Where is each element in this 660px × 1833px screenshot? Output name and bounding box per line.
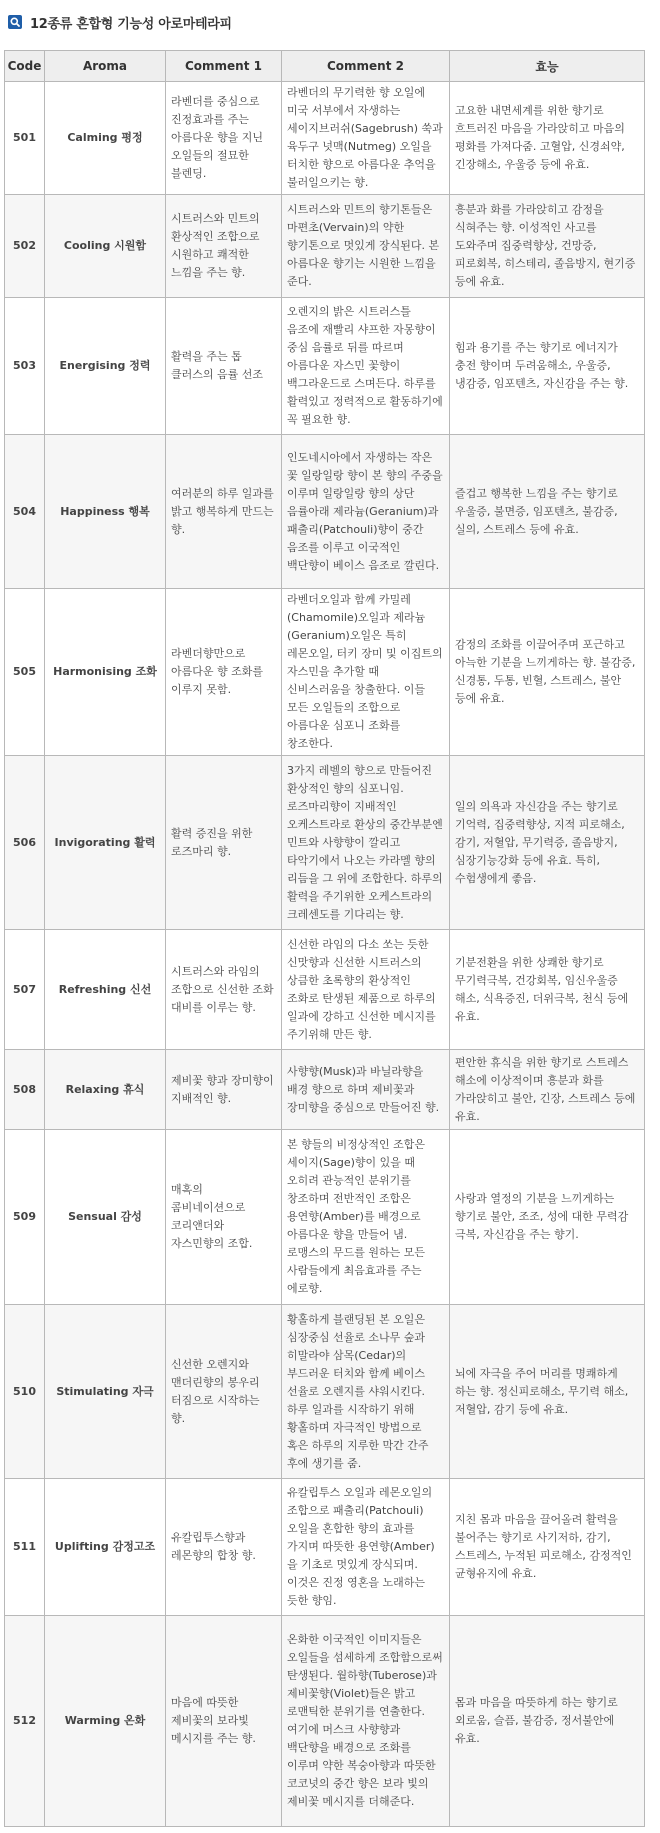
cell-comment-1: 여러분의 하루 일과를 밝고 행복하게 만드는 향. (166, 435, 282, 589)
cell-effect: 지친 몸과 마음을 끌어올려 활력을 불어주는 향기로 사기저하, 감기, 스트레스, 누적된 피로해소, 감정적인 균형유지에 유효. (450, 1479, 645, 1616)
cell-comment-1: 제비꽃 향과 장미향이 지배적인 향. (166, 1050, 282, 1130)
cell-aroma: Relaxing 휴식 (45, 1050, 166, 1130)
cell-comment-1: 시트러스와 민트의 환상적인 조합으로 시원하고 쾌적한 느낌을 주는 향. (166, 195, 282, 298)
cell-comment-2: 신선한 라임의 다소 쏘는 듯한 신맛향과 신선한 시트러스의 상큼한 초록향의 환상적인 조화로 탄생된 제품으로 하루의 일과에 강하고 신선한 메시지를 주기위해 만든 향. (282, 930, 450, 1050)
cell-comment-1: 유칼립투스향과 레몬향의 합창 향. (166, 1479, 282, 1616)
cell-effect: 사랑과 열정의 기분을 느끼게하는 향기로 불안, 조조, 성에 대한 무력감 극복, 자신감을 주는 향기. (450, 1130, 645, 1305)
table-row (5, 1305, 645, 1479)
page-title: 12종류 혼합형 기능성 아로마테라피 (30, 17, 232, 32)
cell-aroma: Cooling 시원함 (45, 195, 166, 298)
table-row (5, 1616, 645, 1827)
table-row (5, 756, 645, 930)
cell-comment-1: 라벤더를 중심으로 진정효과를 주는 아름다운 향을 지닌 오일들의 절묘한 블렌딩. (166, 82, 282, 195)
cell-comment-1: 활력을 주는 톱 클러스의 음률 선조 (166, 298, 282, 435)
page-header (0, 0, 660, 44)
cell-code: 509 (5, 1130, 45, 1305)
cell-effect: 즐겁고 행복한 느낌을 주는 향기로 우울증, 불면증, 임포텐츠, 불감증, 실의, 스트레스 등에 유효. (450, 435, 645, 589)
cell-effect: 힘과 용기를 주는 향기로 에너지가 충전 향이며 두려움해소, 우울증, 냉감증, 임포텐츠, 자신감을 주는 향. (450, 298, 645, 435)
cell-comment-1: 활력 증진을 위한 로즈마리 향. (166, 756, 282, 930)
cell-comment-1: 시트러스와 라임의 조합으로 신선한 조화 대비를 이루는 향. (166, 930, 282, 1050)
cell-comment-2: 인도네시아에서 자생하는 작은 꽃 일랑일랑 향이 본 향의 주중을 이루며 일랑일랑 향의 상단 음률아래 제라늄(Geranium)과 패출리(Patchouli)향이 중간 음조를 이루고 이국적인 백단향이 베이스 음조로 깔린다. (282, 435, 450, 589)
cell-effect: 감정의 조화를 이끌어주며 포근하고 아늑한 기분을 느끼게하는 향. 불감증, 신경통, 두통, 빈혈, 스트레스, 불안 등에 유효. (450, 589, 645, 756)
cell-code: 505 (5, 589, 45, 756)
table-header-row (5, 51, 645, 82)
table-row (5, 82, 645, 195)
table-row (5, 1050, 645, 1130)
cell-comment-1: 마음에 따뜻한 제비꽃의 보라빛 메시지를 주는 향. (166, 1616, 282, 1827)
cell-comment-1: 라벤더향만으로 아름다운 향 조화를 이루지 못함. (166, 589, 282, 756)
header-code: Code (5, 51, 45, 82)
cell-effect: 고요한 내면세계를 위한 향기로 흐트러진 마음을 가라앉히고 마음의 평화를 가져다줌. 고혈압, 신경쇠약, 긴장해소, 우울증 등에 유효. (450, 82, 645, 195)
cell-comment-2: 온화한 이국적인 이미지들은 오일들을 섬세하게 조합함으로써 탄생된다. 월하향(Tuberose)과 제비꽃향(Violet)들은 밝고 로맨틱한 분위기를 연출한다. 여기에 머스크 사향향과 백단향을 배경으로 조화를 이루며 약한 복숭아향과 따뜻한 코코넛의 중간 향은 보라 빛의 제비꽃 메시지를 더해준다. (282, 1616, 450, 1827)
cell-aroma: Invigorating 활력 (45, 756, 166, 930)
table-row (5, 435, 645, 589)
cell-code: 502 (5, 195, 45, 298)
aroma-table (4, 50, 645, 1827)
cell-comment-2: 사향향(Musk)과 바닐라향을 배경 향으로 하며 제비꽃과 장미향을 중심으로 만들어진 향. (282, 1050, 450, 1130)
cell-effect: 뇌에 자극을 주어 머리를 명쾌하게 하는 향. 정신피로해소, 무기력 해소, 저혈압, 감기 등에 유효. (450, 1305, 645, 1479)
cell-comment-2: 오렌지의 밝은 시트러스틀 음조에 재빨리 샤프한 자몽향이 중심 음률로 뒤를 따르며 아름다운 자스민 꽃향이 백그라운드로 스며든다. 하루를 활력있고 정력적으로 활동하기에 꼭 필요한 향. (282, 298, 450, 435)
cell-effect: 흥분과 화를 가라앉히고 감정을 식혀주는 향. 이성적인 사고를 도와주며 집중력향상, 건망증, 피로회복, 히스테리, 졸음방지, 현기증 등에 유효. (450, 195, 645, 298)
cell-aroma: Uplifting 감정고조 (45, 1479, 166, 1616)
cell-code: 504 (5, 435, 45, 589)
cell-code: 511 (5, 1479, 45, 1616)
table-row (5, 589, 645, 756)
cell-comment-2: 라벤더오일과 함께 카밀레(Chamomile)오일과 제라늄(Geranium)오일은 특히 레몬오일, 터키 장미 및 이집트의 자스민을 추가할 때 신비스러움을 창출한다. 이들 모든 오일들의 조합으로 아름다운 심포니 조화를 창조한다. (282, 589, 450, 756)
cell-code: 503 (5, 298, 45, 435)
table-row (5, 195, 645, 298)
cell-comment-2: 유칼립투스 오일과 레몬오일의 조합으로 패출리(Patchouli) 오일을 혼합한 향의 효과를 가지며 따뜻한 용연향(Amber)을 기초로 멋있게 장식되며. 이것은 진정 영혼을 노래하는 듯한 향임. (282, 1479, 450, 1616)
cell-code: 501 (5, 82, 45, 195)
cell-comment-2: 황홀하게 블랜딩된 본 오일은 심장중심 선율로 소나무 숲과 히말라야 삼목(Cedar)의 부드러운 터치와 함께 베이스 선율로 오렌지를 샤워시킨다. 하루 일과를 시작하기 위해 황홀하며 자극적인 방법으로 혹은 하루의 지루한 막간 간주 후에 생기를 줌. (282, 1305, 450, 1479)
cell-code: 512 (5, 1616, 45, 1827)
table-row (5, 1479, 645, 1616)
cell-effect: 편안한 휴식을 위한 향기로 스트레스 해소에 이상적이며 흥분과 화를 가라앉히고 불안, 긴장, 스트레스 등에 유효. (450, 1050, 645, 1130)
search-icon (8, 15, 22, 29)
cell-code: 510 (5, 1305, 45, 1479)
cell-comment-1: 신선한 오렌지와 맨더린향의 봉우리 터짐으로 시작하는 향. (166, 1305, 282, 1479)
header-effect: 효능 (450, 51, 645, 82)
table-row (5, 1130, 645, 1305)
cell-aroma: Sensual 감성 (45, 1130, 166, 1305)
cell-code: 508 (5, 1050, 45, 1130)
cell-effect: 일의 의욕과 자신감을 주는 향기로 기억력, 집중력향상, 지적 피로해소, 감기, 저혈압, 무기력증, 졸음방지, 심장기능강화 등에 유효. 특히, 수험생에게 좋음. (450, 756, 645, 930)
cell-aroma: Happiness 행복 (45, 435, 166, 589)
header-aroma: Aroma (45, 51, 166, 82)
header-comment-2: Comment 2 (282, 51, 450, 82)
cell-comment-2: 시트러스와 민트의 향기톤들은 마편초(Vervain)의 약한 향기톤으로 멋있게 장식된다. 본 아름다운 향기는 시원한 느낌을 준다. (282, 195, 450, 298)
cell-comment-1: 매혹의 콤비네이션으로 코리앤더와 자스민향의 조합. (166, 1130, 282, 1305)
header-comment-1: Comment 1 (166, 51, 282, 82)
cell-aroma: Calming 평정 (45, 82, 166, 195)
cell-comment-2: 본 향들의 비정상적인 조합은 세이지(Sage)향이 있을 때 오히려 관능적인 분위기를 창조하며 전반적인 조합은 용연향(Amber)를 배경으로 아름다운 향을 만들어 냄. 로맹스의 무드를 원하는 모든 사람들에게 최음효과를 주는 에로향. (282, 1130, 450, 1305)
cell-aroma: Energising 정력 (45, 298, 166, 435)
cell-code: 507 (5, 930, 45, 1050)
cell-code: 506 (5, 756, 45, 930)
table-row (5, 298, 645, 435)
cell-aroma: Refreshing 신선 (45, 930, 166, 1050)
cell-effect: 몸과 마음을 따뜻하게 하는 향기로 외로움, 슬픔, 불감증, 정서불안에 유효. (450, 1616, 645, 1827)
cell-comment-2: 라벤더의 무기력한 향 오일에 미국 서부에서 자생하는 세이지브러쉬(Sagebrush) 쑥과 육두구 넛맥(Nutmeg) 오일을 터치한 향으로 아름다운 추억을 불러일으키는 향. (282, 82, 450, 195)
cell-effect: 기분전환을 위한 상쾌한 향기로 무기력극복, 건강회복, 임신우울증 해소, 식욕증진, 더위극복, 천식 등에 유효. (450, 930, 645, 1050)
cell-aroma: Warming 온화 (45, 1616, 166, 1827)
cell-comment-2: 3가지 레벨의 향으로 만들어진 환상적인 향의 심포니임. 로즈마리향이 지배적인 오케스트라로 환상의 중간부분엔 민트와 사향향이 깔리고 타악기에서 나오는 카라멜 향의 리듬을 그 위에 조합한다. 하루의 활력을 주기위한 오케스트라의 크레센도를 기다리는 향. (282, 756, 450, 930)
cell-aroma: Harmonising 조화 (45, 589, 166, 756)
cell-aroma: Stimulating 자극 (45, 1305, 166, 1479)
table-row (5, 930, 645, 1050)
